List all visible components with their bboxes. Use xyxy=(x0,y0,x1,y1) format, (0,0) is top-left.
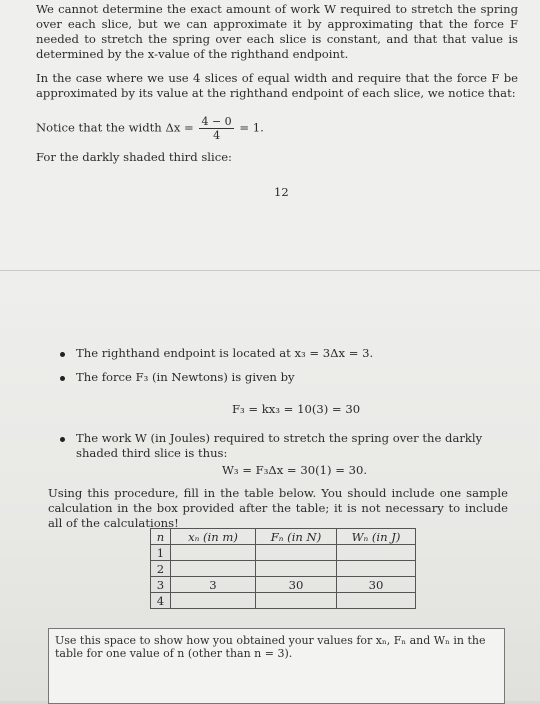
force-equation: F₃ = kx₃ = 10(3) = 30 xyxy=(232,402,361,416)
cell-n: 1 xyxy=(151,545,171,561)
work-equation: W₃ = F₃Δx = 30(1) = 30. xyxy=(222,463,368,477)
table-header-row xyxy=(151,529,416,545)
cell-wn[interactable] xyxy=(337,545,416,561)
bullet-endpoint xyxy=(60,346,500,361)
table-row xyxy=(151,593,416,609)
cell-wn[interactable] xyxy=(337,561,416,577)
header-fn: Fₙ (in N) xyxy=(256,529,337,545)
page-top xyxy=(0,0,540,270)
values-table xyxy=(150,528,416,609)
cell-wn[interactable] xyxy=(337,593,416,609)
third-slice-label: For the darkly shaded third slice: xyxy=(36,150,232,164)
bullet-dot xyxy=(60,376,65,381)
cell-xn[interactable] xyxy=(171,593,256,609)
table-row xyxy=(151,545,416,561)
cell-n: 2 xyxy=(151,561,171,577)
header-n: n xyxy=(151,529,171,545)
width-numerator: 4 − 0 xyxy=(201,115,232,128)
table-row xyxy=(151,561,416,577)
paragraph-approximation: We cannot determine the exact amount of work W required to stretch the spring over each slice, but we can approximate it by approximating that the force F needed to stretch the spring over each slice is constant, and that that value is determined by the x-value of the righthand endpoint. xyxy=(36,2,518,61)
cell-xn[interactable] xyxy=(171,561,256,577)
header-xn: xₙ (in m) xyxy=(171,529,256,545)
cell-fn[interactable] xyxy=(256,593,337,609)
answer-prompt: Use this space to show how you obtained your values for xₙ, Fₙ and Wₙ in the table for one value of n (other than n = 3). xyxy=(55,634,486,660)
cell-xn[interactable] xyxy=(171,545,256,561)
bullet-work-text: The work W (in Joules) required to stretch the spring over the darkly shaded third slice is thus: xyxy=(76,431,483,460)
cell-wn[interactable]: 30 xyxy=(337,577,416,593)
bullet-dot xyxy=(60,437,65,442)
width-denominator: 4 xyxy=(213,129,221,142)
cell-xn[interactable]: 3 xyxy=(171,577,256,593)
width-prefix: Notice that the width Δx = xyxy=(36,120,194,135)
bullet-force xyxy=(60,370,500,385)
paragraph-four-slices: In the case where we use 4 slices of equal width and require that the force F be approximated by its value at the righthand endpoint of each slice, we notice that: xyxy=(36,71,518,100)
header-wn: Wₙ (in J) xyxy=(337,529,416,545)
width-fraction xyxy=(199,115,233,142)
bullet-work xyxy=(60,431,500,461)
width-equation xyxy=(36,115,264,142)
bullet-force-text: The force F₃ (in Newtons) is given by xyxy=(76,370,295,384)
cell-fn[interactable]: 30 xyxy=(256,577,337,593)
width-suffix: = 1. xyxy=(239,120,264,135)
table-instructions: Using this procedure, fill in the table below. You should include one sample calculation in the box provided after the table; it is not necessary to include all of the calculations! xyxy=(48,486,508,530)
cell-fn[interactable] xyxy=(256,545,337,561)
cell-fn[interactable] xyxy=(256,561,337,577)
bullet-dot xyxy=(60,352,65,357)
table-row xyxy=(151,577,416,593)
answer-box[interactable] xyxy=(48,628,505,704)
cell-n: 4 xyxy=(151,593,171,609)
cell-n: 3 xyxy=(151,577,171,593)
bullet-endpoint-text: The righthand endpoint is located at x₃ = 3Δx = 3. xyxy=(76,346,374,360)
page-number: 12 xyxy=(274,185,289,199)
